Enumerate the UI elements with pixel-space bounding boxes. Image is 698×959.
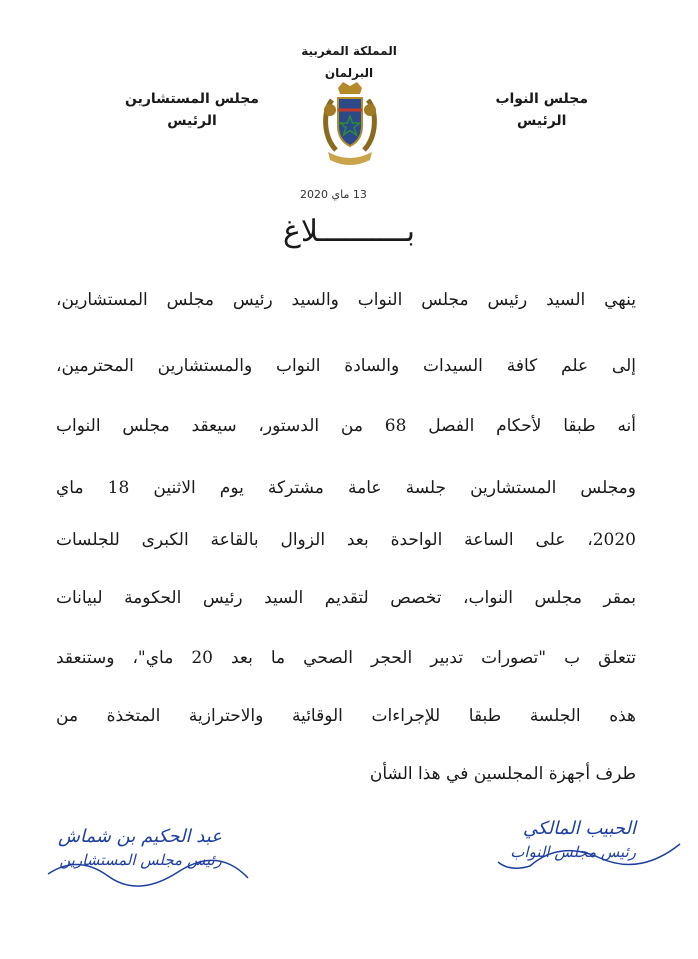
signatory-name: الحبيب المالكي — [522, 818, 636, 839]
house-of-councillors-name: مجلس المستشارين — [125, 91, 259, 107]
body-line: بمقر مجلس النواب، تخصص لتقديم السيد رئيس الحكومة لبيانات — [56, 588, 636, 608]
house-of-councillors-header — [125, 88, 259, 132]
kingdom-name: المملكة المغربية — [301, 44, 397, 58]
document-date: 13 ماي 2020 — [300, 188, 367, 201]
parliament-name: البرلمان — [324, 66, 374, 80]
signatory-title: رئيس مجلس المستشارين — [59, 851, 222, 869]
body-line: ينهي السيد رئيس مجلس النواب والسيد رئيس مجلس المستشارين، — [56, 290, 636, 310]
body-line: تتعلق ب "تصورات تدبير الحجر الصحي ما بعد 20 ماي"، وستنعقد — [56, 648, 636, 668]
house-of-representatives-header — [495, 88, 588, 132]
house-of-representatives-name: مجلس النواب — [495, 91, 588, 107]
signatory-title: رئيس مجلس النواب — [510, 843, 636, 861]
signature-house-of-representatives — [510, 818, 636, 861]
body-line: إلى علم كافة السيدات والسادة النواب والمستشارين المحترمين، — [56, 356, 636, 376]
signatory-name: عبد الحكيم بن شماش — [58, 826, 222, 847]
coat-of-arms-emblem — [310, 80, 390, 168]
house-of-representatives-role: الرئيس — [516, 113, 567, 129]
body-line: طرف أجهزة المجلسين في هذا الشأن — [369, 764, 636, 784]
signature-stroke-icon — [38, 844, 258, 894]
signature-stroke-icon — [490, 836, 690, 886]
kingdom-header — [0, 40, 698, 84]
body-line: 2020، على الساعة الواحدة بعد الزوال بالقاعة الكبرى للجلسات — [56, 530, 636, 550]
body-line: أنه طبقا لأحكام الفصل 68 من الدستور، سيعقد مجلس النواب — [56, 416, 637, 436]
house-of-councillors-role: الرئيس — [167, 113, 217, 129]
signature-house-of-councillors — [58, 826, 222, 869]
communique-title: بــــــــــلاغ — [282, 214, 416, 249]
body-line: ومجلس المستشارين جلسة عامة مشتركة يوم الاثنين 18 ماي — [56, 478, 636, 498]
body-line: هذه الجلسة طبقا للإجراءات الوقائية والاحترازية المتخذة من — [56, 706, 636, 726]
